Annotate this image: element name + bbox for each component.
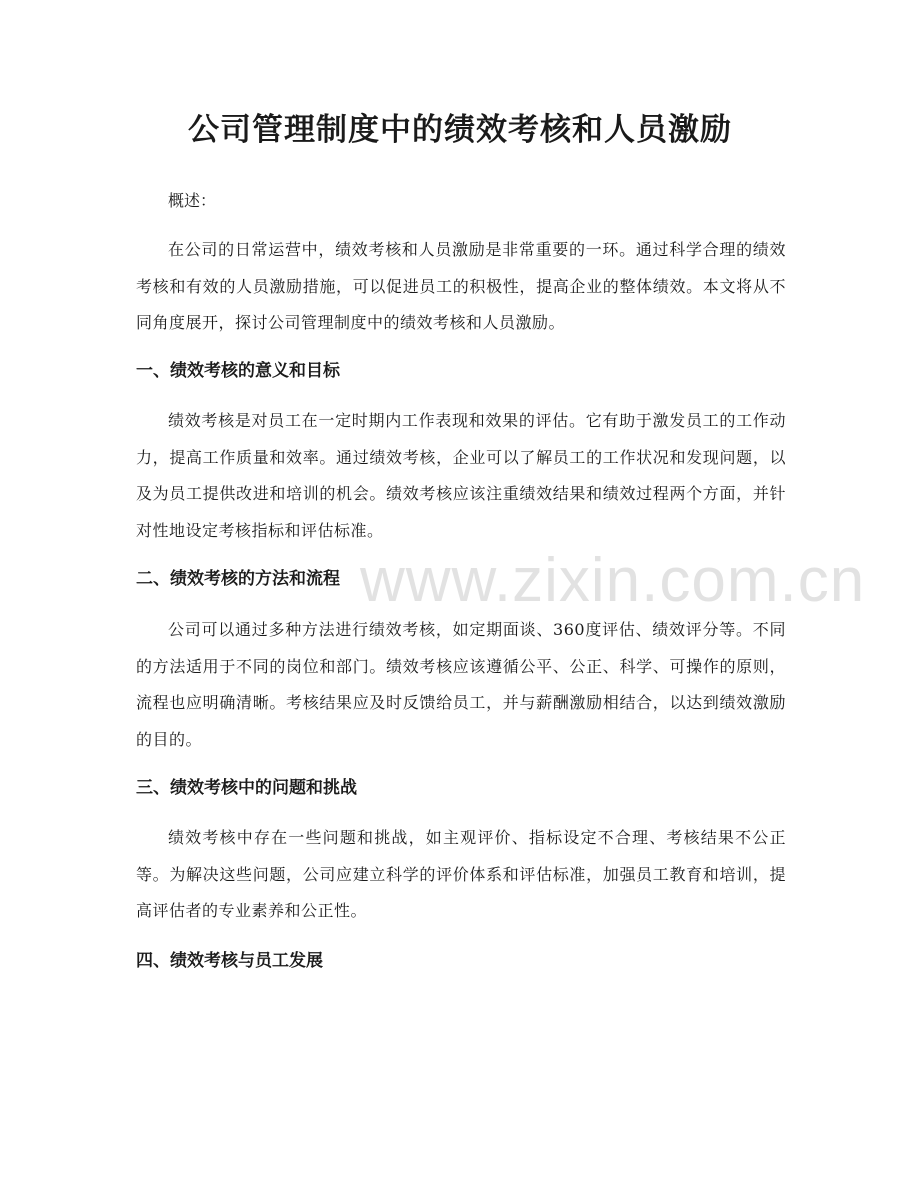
section-heading-4: 四、绩效考核与员工发展	[136, 951, 323, 971]
section-paragraph-2: 公司可以通过多种方法进行绩效考核，如定期面谈、360度评估、绩效评分等。不同的方法适用于不同的岗位和部门。绩效考核应该遵循公平、公正、科学、可操作的原则，流程也应明确清晰。考核结果应及时反馈给员工，并与薪酬激励相结合，以达到绩效激励的目的。	[136, 620, 786, 749]
watermark-text: www.zixin.com.cn	[360, 546, 866, 615]
overview-paragraph: 在公司的日常运营中，绩效考核和人员激励是非常重要的一环。通过科学合理的绩效考核和有效的人员激励措施，可以促进员工的积极性，提高企业的整体绩效。本文将从不同角度展开，探讨公司管理制度中的绩效考核和人员激励。	[136, 240, 786, 332]
section-heading-2: 二、绩效考核的方法和流程	[136, 569, 340, 589]
overview-label: 概述：	[168, 191, 217, 210]
section-heading-1: 一、绩效考核的意义和目标	[136, 361, 340, 381]
section-paragraph-3: 绩效考核中存在一些问题和挑战，如主观评价、指标设定不合理、考核结果不公正等。为解决这些问题，公司应建立科学的评价体系和评估标准，加强员工教育和培训，提高评估者的专业素养和公正性。	[136, 828, 786, 920]
page-title: 公司管理制度中的绩效考核和人员激励	[188, 112, 732, 148]
section-paragraph-1: 绩效考核是对员工在一定时期内工作表现和效果的评估。它有助于激发员工的工作动力，提高工作质量和效率。通过绩效考核，企业可以了解员工的工作状况和发现问题，以及为员工提供改进和培训的机会。绩效考核应该注重绩效结果和绩效过程两个方面，并针对性地设定考核指标和评估标准。	[136, 411, 786, 540]
section-heading-3: 三、绩效考核中的问题和挑战	[136, 778, 357, 798]
